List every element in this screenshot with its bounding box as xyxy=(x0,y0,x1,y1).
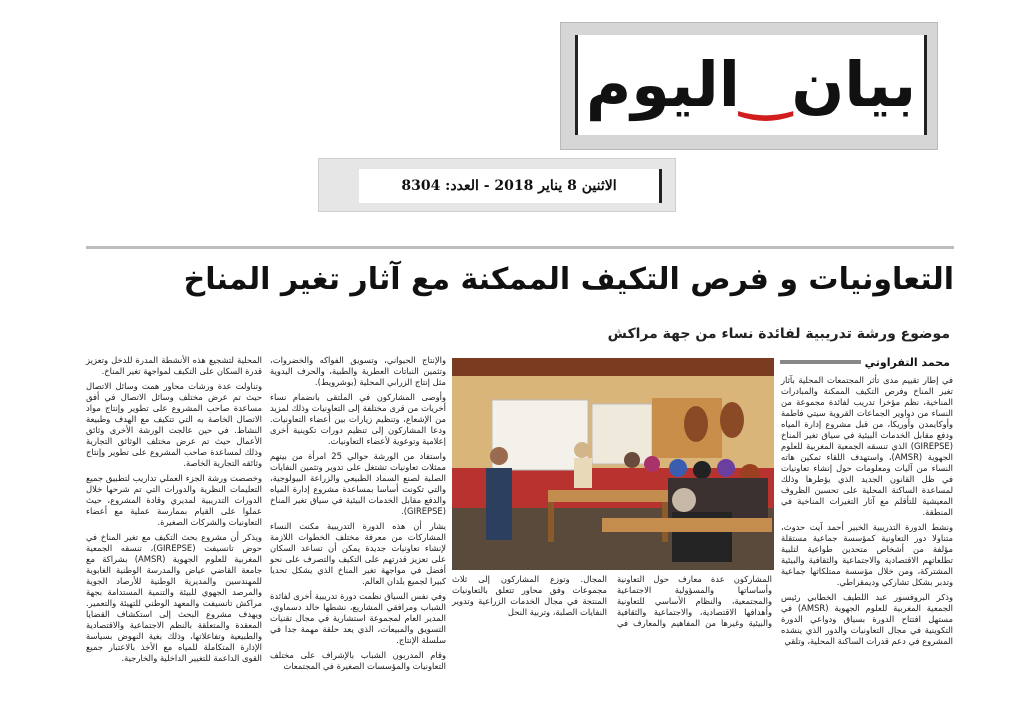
logo-word-alyoum: اليوم xyxy=(585,48,741,121)
author-byline: محمد التفراوتي xyxy=(864,355,950,369)
paragraph: المحلية لتشجيع هذه الأنشطة المدرة للدخل وتعزيز قدرة السكان على التكيف لمواجهة تغير المناخ. xyxy=(86,355,262,376)
masthead xyxy=(560,22,938,150)
workshop-photo-image xyxy=(452,358,774,570)
workshop-photo xyxy=(452,358,774,570)
byline-rule xyxy=(780,360,861,364)
byline-block xyxy=(780,355,950,369)
paragraph: ويذكر أن مشروع بحث التكيف مع تغير المناخ في حوض تانسيفت (GIREPSE)، تنسقه الجمعية المغربية للعلوم الجهوية (AMSR) بشراكة مع جامعة القاضي عياض والمدرسة الوطنية الغابوية للمهندسين والمديرية الوطنية للأرصاد الجوية والمرصد الجهوي للبيئة والتنمية المستدامة بجهة مراكش تانسيفت والمعهد الوطني للتهيئة والتعمير. ويهدف مشروع البحث إلى استكشاف القضايا المعقدة والمتعلقة بالنظم الاجتماعية والاقتصادية والطبيعية وتفاعلاتها، وذلك بغية النهوض بسياسة الإدارة المتكاملة للمياه مع الأخذ بالاعتبار جميع القوى الداعمة للتغيير الداخلية والخارجية. xyxy=(86,532,262,663)
paragraph: يشار أن هذه الدورة التدريبية مكنت النساء المشاركات من معرفة مختلف الخطوات اللازمة لإنشاء تعاونيات جديدة يمكن أن تساعد السكان على تعزيز قدرتهم على التكيف والتصرف على نحو أفضل في مواجهة تغير المناخ الذي يشكل تحديا كبيرا لجميع بلدان العالم. xyxy=(270,521,446,586)
article-headline: التعاونيات و فرص التكيف الممكنة مع آثار تغير المناخ xyxy=(183,262,954,297)
dateline-bar xyxy=(318,158,676,212)
logo-accent-mark: ‿ xyxy=(740,48,792,121)
article-column-under-photo: المشاركون عدة معارف حول التعاونية وأساساتها والمسؤولية الاجتماعية والمجتمعية، والنظام الأساسي للتعاونية وأهدافها الاقتصادية، والاجتماعية والثقافية والبيئية وغيرها من المفاهيم والمعارف في المجال. وتوزع المشاركون إلى ثلاث مجموعات وفق محاور تتعلق بالتعاونيات المنتجة في مجال الخدمات الزراعية وتدوير النفايات الصلبة، وتربية النحل xyxy=(452,574,772,628)
article-column-right xyxy=(781,375,953,655)
paragraph: وتناولت عدة ورشات محاور همت وسائل الاتصال حيث تم عرض مختلف وسائل الاتصال في أفق مساعدة صاحب المشروع على تطوير وإنتاج مواد الاتصال الخاصة به التي تتكيف مع الهدف وطبيعة النشاط. في حين عالجت الورشة الأخرى وثائق الأعمال حيث تم عرض مختلف الوثائق التجارية وذلك لمساعدة صاحب المشروع على تطوير وإنتاج وثائقه التجارية الخاصة. xyxy=(86,381,262,468)
dateline: الاثنين 8 يناير 2018 - العدد: 8304 xyxy=(359,169,662,203)
paragraph: وأوصى المشاركون في الملتقى بانضمام نساء أخريات من قرى مختلفة إلى التعاونيات وذلك لمزيد من الإشعاع، وتنظيم زيارات بين أعضاء التعاونيات. ودعا المشاركون إلى تنظيم دورات تكوينية أخرى إعلامية وتوعوية لأعضاء التعاونيات. xyxy=(270,392,446,446)
article-subhead: موضوع ورشة تدريبية لفائدة نساء من جهة مراكش xyxy=(607,326,950,342)
paragraph: وخصصت ورشة الجزء العملي تداريب لتطبيق جميع التعليمات النظرية والدورات التي تم شرحها خلال الدورات التدريبية لمديري وقادة المشروع، حيث عملوا على القيام بممارسة عملية مع أعضاء التعاونيات والشركات الصغيرة. xyxy=(86,473,262,527)
masthead-logo-frame xyxy=(575,35,927,135)
paragraph: وقام المدربون الشباب بالإشراف على مختلف التعاونيات والمؤسسات الصغيرة في المجتمعات xyxy=(270,650,446,671)
paragraph: واستفاد من الورشة حوالي 25 امرأة من بينهم ممثلات تعاونيات تشتغل على تدوير وتثمين النفايات الصلبة لصنع السماد الطبيعي والزراعة البيولوجية، والتي تكونت أساسا بمساعدة مشروع إدارة المياه والدفع مقابل الخدمات البيئية في سياق تغير المناخ (GIREPSE). xyxy=(270,451,446,516)
article-column-middle xyxy=(270,355,446,671)
paragraph: في إطار تقييم مدى تأثر المجتمعات المحلية بآثار تغير المناخ وفرص التكيف الممكنة والمبادرات المناخية، نظم مؤخرا تدريب لفائدة مجموعة من النساء من دواوير الجماعات القروية سيتي فاطمة وأوكايمدن وأوريكا، من قبل مشروع إدارة المياه ودفع مقابل الخدمات البيئية في سياق تغير المناخ (GIREPSE) الذي تنسقه الجمعية المغربية للعلوم الجهوية (AMSR)، واستهدف اللقاء تمكين هاته النساء من آليات ومعلومات حول إنشاء تعاونيات في ظل القانون الجديد الذي يؤطرها وذلك لمساعدة الساكنة المحلية على تحسين الظروف المعيشية للتأقلم مع آثار التغيرات المناخية في المنطقة. xyxy=(781,375,953,517)
paragraph: وفي نفس السياق نظمت دورة تدريبية أخرى لفائدة الشباب ومرافقي المشاريع، نشطها خالد دسماوي، المدير العام لمجموعة استشارية في مجال تقنيات التسويق والمبيعات، الذي يعد حلقة مهمة جدا في سلسلة الإنتاج. xyxy=(270,591,446,645)
paragraph: والإنتاج الحيواني، وتسويق الفواكه والخضروات، وتثمين النباتات العطرية والطبية، والحرف اليدوية مثل إنتاج الزرابي المحلية (بوشرويط). xyxy=(270,355,446,387)
paragraph: وذكر البروفسور عبد اللطيف الخطابي رئيس الجمعية المغربية للعلوم الجهوية (AMSR) في مستهل افتتاح الدورة بسياق ودواعي الدورة التكوينية في مجال التعاونيات والدور الذي ينشده المشروع في دعم قدرات الساكنة المحلية، وتلقي xyxy=(781,592,953,646)
headline-rule xyxy=(86,246,954,249)
newspaper-logo xyxy=(585,48,917,121)
logo-word-bayan: بيان xyxy=(791,48,917,121)
paragraph: ونشط الدورة التدريبية الخبير أحمد آيت حدوث، متناولا دور التعاونية كمؤسسة جماعية مستقلة مؤلفة من أشخاص متحدين طواعية لتلبية تطلعاتهم الاقتصادية والاجتماعية والثقافية والبيئية المشتركة، ومن خلال مؤسسة ممتلكاتها جماعية وتدبر بشكل تشاركي وديمقراطي. xyxy=(781,522,953,587)
article-column-left xyxy=(86,355,262,663)
